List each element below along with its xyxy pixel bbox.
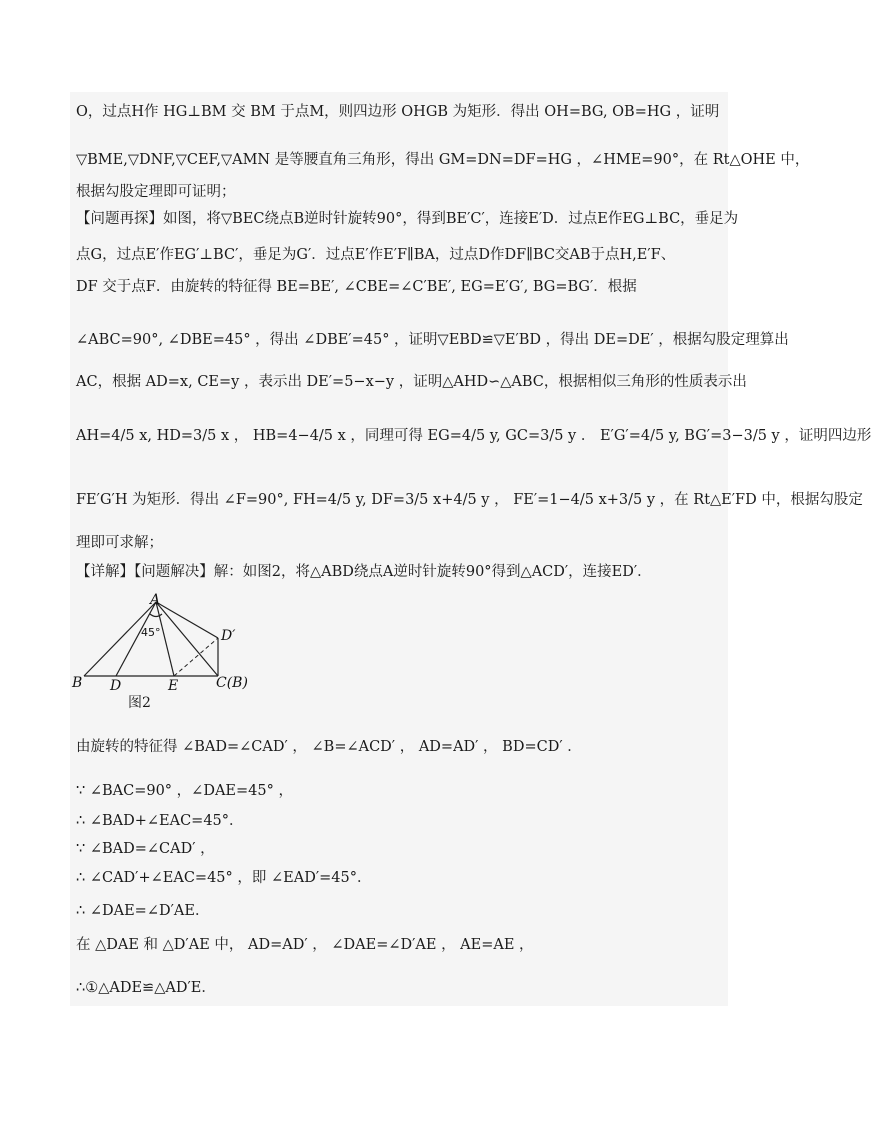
segment-ab: [84, 602, 156, 676]
text-line-7: ∠ABC=90°, ∠DBE=45° ，得出 ∠DBE′=45° ，证明▽EBD≌▽E′BD ，得出 DE=DE′ ，根据勾股定理算出: [76, 332, 789, 348]
text-line-17: ∴ ∠CAD′+∠EAC=45° ，即 ∠EAD′=45°．: [76, 870, 372, 886]
text-line-1: O，过点H作 HG⊥BM 交 BM 于点M，则四边形 OHGB 为矩形．得出 OH=BG, OB=HG ，证明: [76, 104, 720, 120]
text-line-13: 由旋转的特征得 ∠BAD=∠CAD′ ， ∠B=∠ACD′ ， AD=AD′ ， BD=CD′ ．: [76, 739, 582, 755]
text-line-20: ∴①△ADE≌△AD′E．: [76, 980, 216, 996]
geometry-figure: [70, 592, 270, 712]
text-line-9: AH=4/5 x, HD=3/5 x ， HB=4−4/5 x ，同理可得 EG=4/5 y, GC=3/5 y ． E′G′=4/5 y, BG′=3−3/5 y ，证明四边形: [76, 428, 871, 444]
label-d: D: [110, 678, 122, 694]
label-d-prime: D′: [221, 628, 236, 644]
text-line-15: ∴ ∠BAD+∠EAC=45°．: [76, 813, 244, 829]
text-line-12: 【详解】【问题解决】解：如图2，将△ABD绕点A逆时针旋转90°得到△ACD′，连接ED′．: [76, 564, 652, 580]
text-line-14: ∵ ∠BAC=90° ，∠DAE=45° ，: [76, 783, 293, 799]
text-line-8: AC，根据 AD=x, CE=y ，表示出 DE′=5−x−y ，证明△AHD∽△ABC，根据相似三角形的性质表示出: [76, 374, 747, 390]
text-line-5: 点G，过点E′作EG′⊥BC′，垂足为G′．过点E′作E′F∥BA，过点D作DF∥BC交AB于点H,E′F、: [76, 247, 676, 263]
text-line-19: 在 △DAE 和 △D′AE 中， AD=AD′ ， ∠DAE=∠D′AE ， AE=AE ，: [76, 937, 534, 953]
label-e: E: [168, 678, 179, 694]
text-line-4: 【问题再探】如图，将▽BEC绕点B逆时针旋转90°，得到BE′C′，连接E′D．过点E作EG⊥BC，垂足为: [76, 211, 739, 227]
figure-caption: 图2: [128, 695, 151, 711]
segment-ad: [116, 602, 156, 676]
text-line-18: ∴ ∠DAE=∠D′AE．: [76, 903, 210, 919]
text-line-10: FE′G′H 为矩形．得出 ∠F=90°, FH=4/5 y, DF=3/5 x+4/5 y ， FE′=1−4/5 x+3/5 y ，在 Rt△E′FD 中，根据勾股定: [76, 492, 863, 508]
label-angle: 45°: [141, 626, 161, 639]
text-line-16: ∵ ∠BAD=∠CAD′ ，: [76, 841, 215, 857]
segment-ed-prime: [174, 638, 218, 676]
text-line-3: 根据勾股定理即可证明；: [76, 184, 236, 200]
text-line-2: ▽BME,▽DNF,▽CEF,▽AMN 是等腰直角三角形，得出 GM=DN=DF=HG ，∠HME=90°，在 Rt△OHE 中，: [76, 152, 810, 168]
label-c: C(B): [216, 675, 248, 691]
angle-arc: [150, 614, 162, 617]
text-line-11: 理即可求解；: [76, 535, 163, 551]
text-line-6: DF 交于点F．由旋转的特征得 BE=BE′, ∠CBE=∠C′BE′, EG=E′G′, BG=BG′．根据: [76, 279, 637, 295]
label-b: B: [72, 675, 83, 691]
figure-svg: [70, 592, 270, 712]
label-a: A: [150, 592, 161, 608]
segment-ad-prime: [156, 602, 218, 638]
